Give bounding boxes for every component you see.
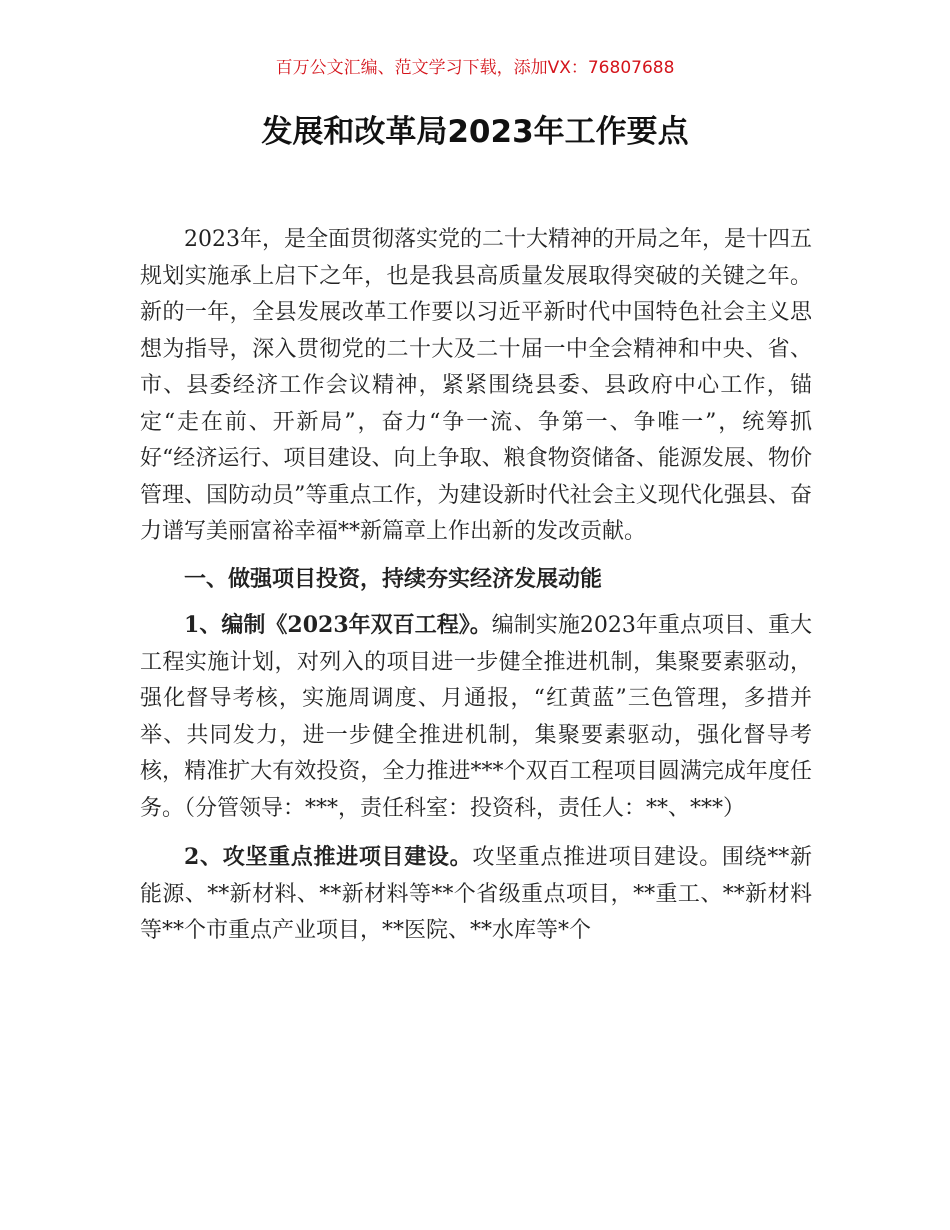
- intro-paragraph: 2023年，是全面贯彻落实党的二十大精神的开局之年，是十四五规划实施承上启下之年，也是我县高质量发展取得突破的关键之年。新的一年，全县发展改革工作要以习近平新时代中国特色社会主义思想为指导，深入贯彻党的二十大及二十届一中全会精神和中央、省、市、县委经济工作会议精神，紧紧围绕县委、县政府中心工作，锚定“走在前、开新局”，奋力“争一流、争第一、争唯一”，统筹抓好“经济运行、项目建设、向上争取、粮食物资储备、能源发展、物价管理、国防动员”等重点工作，为建设新时代社会主义现代化强县、奋力谱写美丽富裕幸福**新篇章上作出新的发改贡献。: [140, 227, 812, 544]
- section-heading-1: 一、做强项目投资，持续夯实经济发展动能: [184, 565, 603, 592]
- item-text-2: 攻坚重点推进项目建设。围绕**新能源、**新材料、**新材料等**个省级重点项目，**重工、**新材料等**个市重点产业项目，**医院、**水库等*个: [140, 845, 812, 943]
- item-text-1: 编制实施2023年重点项目、重大工程实施计划，对列入的项目进一步健全推进机制，集聚要素驱动，强化督导考核，实施周调度、月通报，“红黄蓝”三色管理，多措并举、共同发力，进一步健全推进机制，集聚要素驱动，强化督导考核，精准扩大有效投资，全力推进***个双百工程项目圆满完成年度任务。（分管领导：***，责任科室：投资科，责任人：**、***）: [140, 613, 812, 821]
- document-body: [140, 222, 812, 962]
- item-paragraph-2: [140, 839, 812, 950]
- item-lead-2: 2、攻坚重点推进项目建设。: [184, 844, 473, 870]
- item-paragraph-1: [140, 607, 812, 827]
- item-lead-1: 1、编制《2023年双百工程》。: [184, 612, 492, 638]
- document-title: 发展和改革局2023年工作要点: [261, 114, 689, 150]
- promo-banner: 百万公文汇编、范文学习下载，添加VX：76807688: [275, 58, 675, 78]
